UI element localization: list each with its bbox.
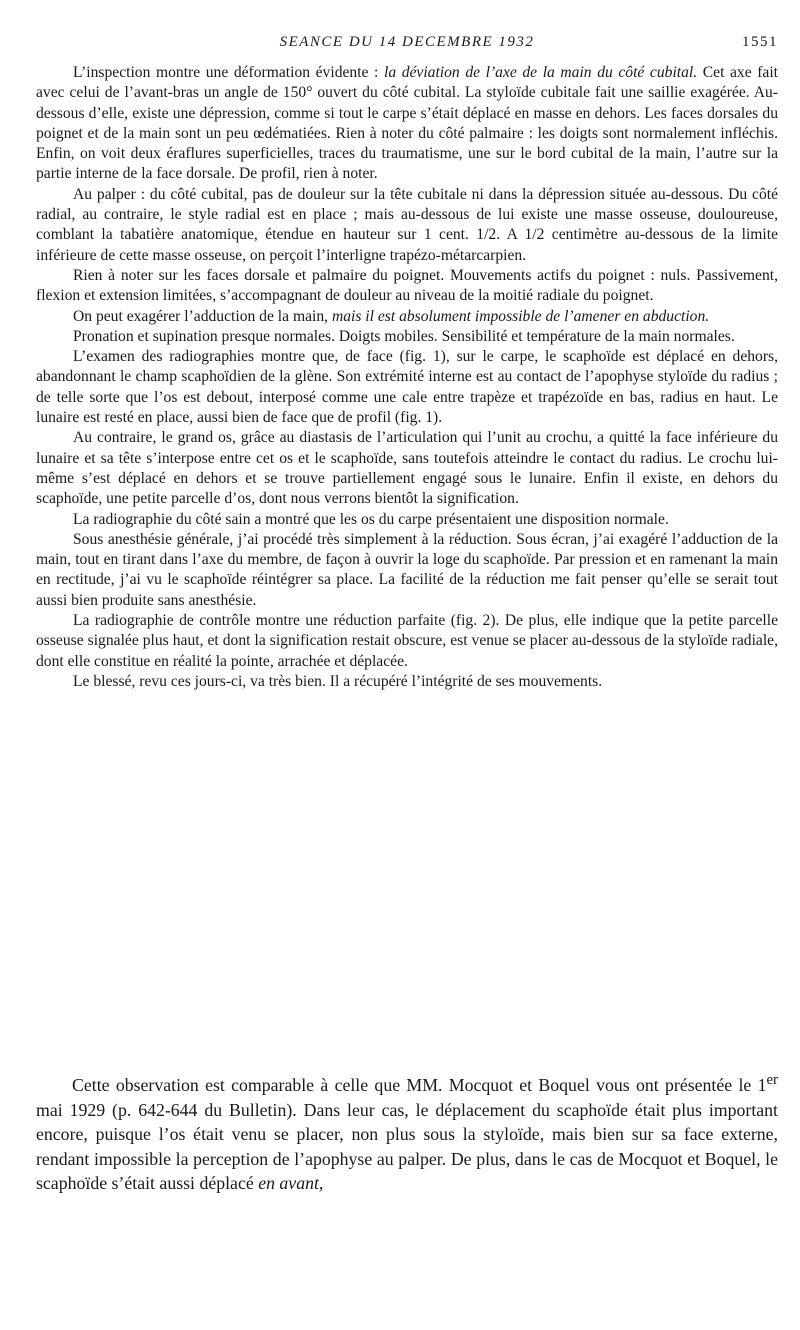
running-head: SEANCE DU 14 DECEMBRE 1932 (279, 34, 535, 50)
paragraph-grand-os (36, 428, 778, 509)
text-run: On peut exagérer l’adduction de la main, (73, 307, 332, 325)
paragraph-inspection (36, 63, 778, 185)
text-run: Pronation et supination presque normales. Doigts mobiles. Sensibilité et température de la main normales. (73, 327, 735, 345)
text-run: La radiographie du côté sain a montré que les os du carpe présentaient une disposition normale. (73, 510, 669, 528)
text-run: Au contraire, le grand os, grâce au diastasis de l’articulation qui l’unit au crochu, a quitté la face inférieure du lunaire et sa tête s’interpose entre cet os et le scaphoïde, sans toutefois atteindre le contact du radius. Le crochu lui-même s’est déplacé en dehors et se trouve partiellement engagé sous le lunaire. Enfin il existe, en dehors du scaphoïde, une petite parcelle d’os, dont nous verrons bientôt la signification. (36, 429, 778, 508)
article-body (36, 63, 778, 692)
ordinal-superscript: er (766, 1072, 778, 1088)
commentary-section (36, 1068, 778, 1196)
paragraph-movements (36, 266, 778, 307)
paragraph-control-radiograph (36, 611, 778, 672)
page-header (36, 34, 778, 58)
paragraph-commentary (36, 1068, 778, 1196)
emphasis-text: en avant, (258, 1173, 324, 1194)
text-run: L’examen des radiographies montre que, de face (fig. 1), sur le carpe, le scaphoïde est déplacé en dehors, abandonnant le champ scaphoïdien de la glène. Son extrémité interne est au contact de l’apophyse styloïde du radius ; de telle sorte que l’os est debout, interposé comme une cale entre trapèze et trapézoïde en bas, radius en haut. Le lunaire est resté en place, aussi bien de face que de profil (fig. 1). (36, 348, 778, 427)
page-number: 1551 (742, 34, 778, 50)
paragraph-healthy-side (36, 510, 778, 530)
text-run: Au palper : du côté cubital, pas de douleur sur la tête cubitale ni dans la dépression située au-dessous. Du côté radial, au contraire, le style radial est en place ; mais au-dessous de lui existe une masse osseuse, douloureuse, comblant la tabatière anatomique, étendue en hauteur sur 1 cent. 1/2. A 1/2 centimètre au-dessous de la limite inférieure de cette masse osseuse, on perçoit l’interligne trapézo-métarcarpien. (36, 185, 778, 264)
paragraph-outcome (36, 672, 778, 692)
emphasis-text: mais il est absolument impossible de l’amener en abduction. (331, 307, 710, 325)
emphasis-text: la déviation de l’axe de la main du côté cubital. (383, 64, 698, 81)
text-run: L’inspection montre une déformation évidente : (73, 64, 384, 81)
paragraph-palpation (36, 185, 778, 266)
text-run: Rien à noter sur les faces dorsale et palmaire du poignet. Mouvements actifs du poignet : nuls. Passivement, flexion et extension limitées, s’accompagnant de douleur au niveau de la moitié radiale du poignet. (36, 266, 778, 305)
text-run: mai 1929 (p. 642-644 du Bulletin). Dans leur cas, le déplacement du scaphoïde était plus important encore, puisque l’os était venu se placer, non plus sous la styloïde, mais bien sur sa face externe, rendant impossible la perception de l’apophyse au palper. De plus, dans le cas de Mocquot et Boquel, le scaphoïde s’était aussi déplacé (36, 1099, 778, 1194)
paragraph-reduction (36, 530, 778, 611)
text-run: Cet axe fait avec celui de l’avant-bras un angle de 150° ouvert du côté cubital. La styloïde cubitale fait une saillie exagérée. Au-dessous d’elle, existe une dépression, comme si tout le carpe s’était déplacé en masse en dehors. Les faces dorsales du poignet et de la main sont un peu œdématiées. Rien à noter du côté palmaire : les doigts sont normalement infléchis. Enfin, on voit deux éraflures superficielles, traces du traumatisme, une sur le bord cubital de la main, l’autre sur la partie interne de la face dorsale. De profil, rien à noter. (36, 64, 779, 183)
text-run: Cette observation est comparable à celle que MM. Mocquot et Boquel vous ont présentée le 1 (72, 1074, 767, 1095)
text-run: Le blessé, revu ces jours-ci, va très bien. Il a récupéré l’intégrité de ses mouvements. (73, 672, 603, 690)
paragraph-adduction (36, 307, 778, 327)
text-run: La radiographie de contrôle montre une réduction parfaite (fig. 2). De plus, elle indique que la petite parcelle osseuse signalée plus haut, et dont la signification restait obscure, est venue se placer au-dessous de la styloïde radiale, dont elle constitue en réalité la pointe, arrachée et déplacée. (36, 612, 778, 670)
paragraph-radiographs (36, 347, 778, 428)
paragraph-pronation (36, 327, 778, 347)
text-run: Sous anesthésie générale, j’ai procédé très simplement à la réduction. Sous écran, j’ai exagéré l’adduction de la main, tout en tirant dans l’axe du membre, de façon à ouvrir la loge du scaphoïde. Par pression et en ramenant la main en rectitude, j’ai vu le scaphoïde réintégrer sa place. La facilité de la réduction me fait penser qu’elle se serait tout aussi bien produite sans anesthésie. (36, 530, 778, 609)
